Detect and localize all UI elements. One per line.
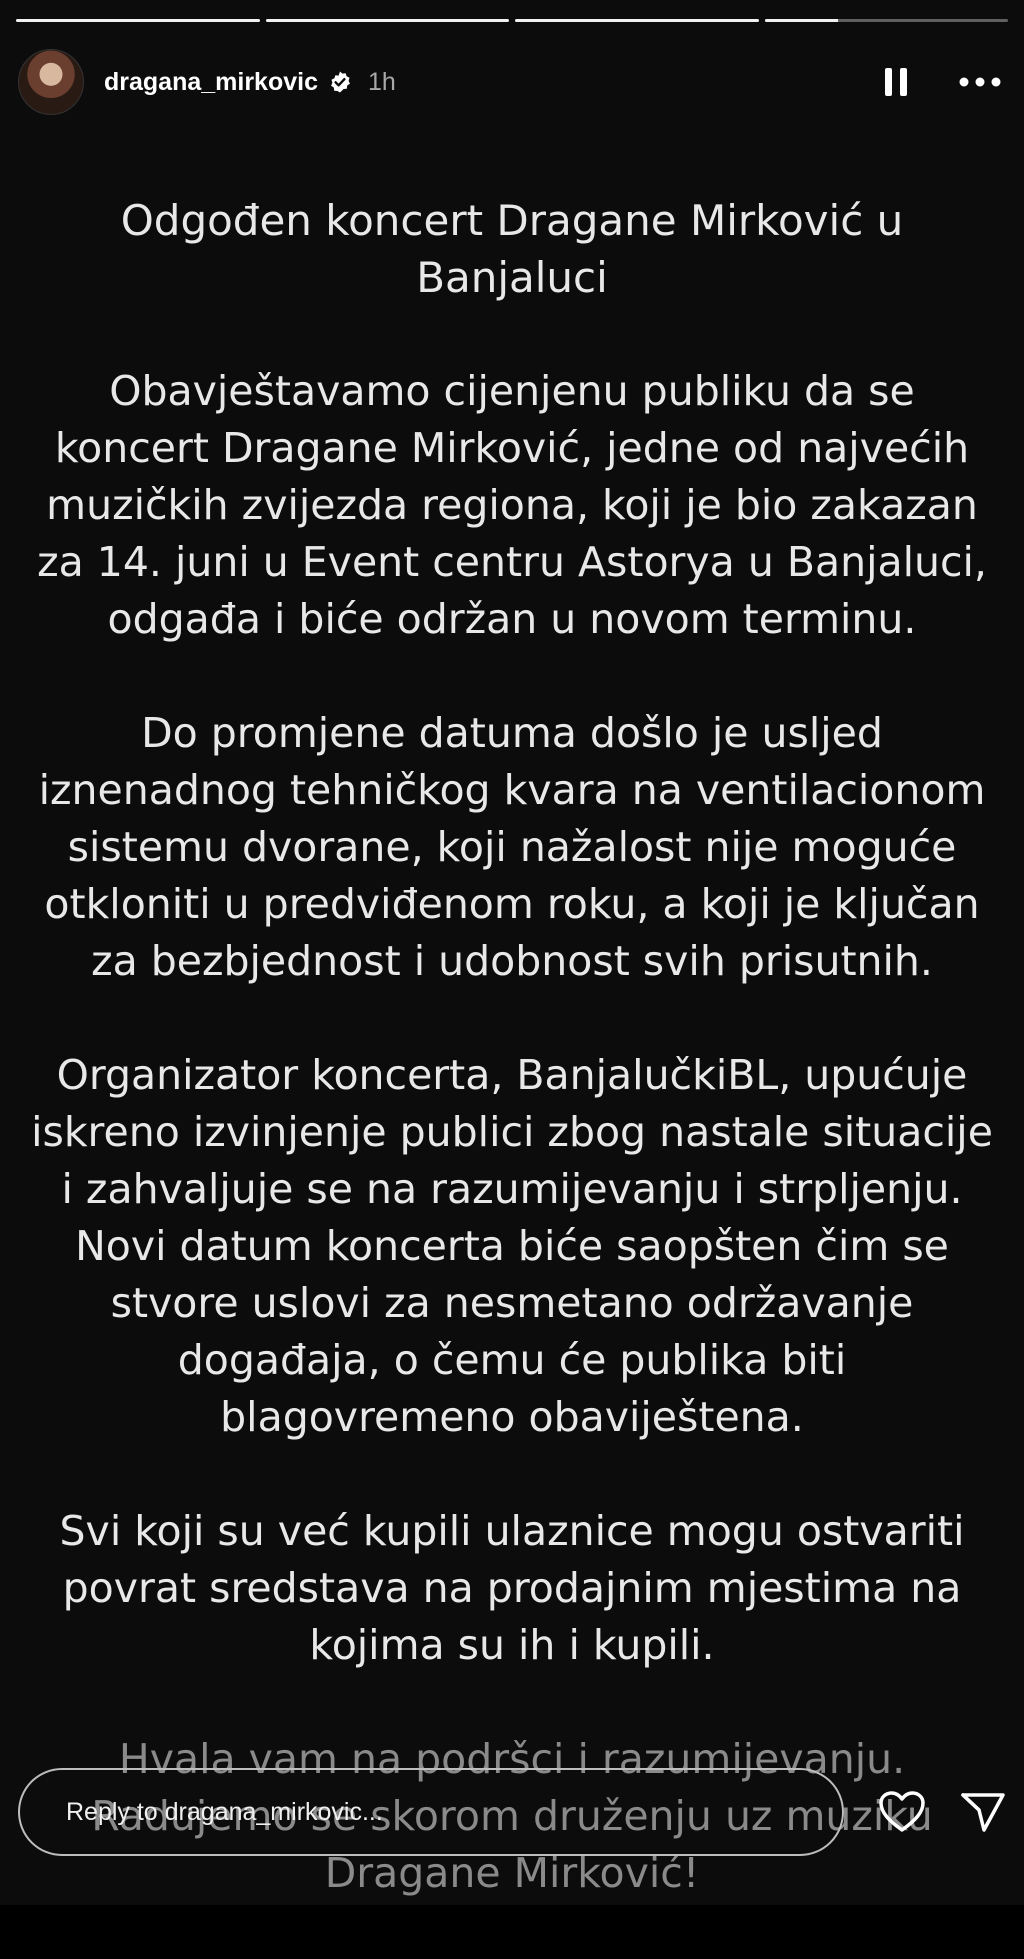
heart-icon <box>878 1790 926 1834</box>
like-button[interactable] <box>876 1788 928 1836</box>
progress-segment <box>16 19 260 22</box>
progress-segment <box>765 19 1009 22</box>
more-options-icon <box>958 76 1002 88</box>
send-button[interactable] <box>958 1788 1008 1836</box>
story-paragraph: Svi koji su već kupili ulaznice mogu ostvariti povrat sredstava na prodajnim mjestima na kojima su ih i kupili. <box>59 1507 965 1669</box>
pause-button[interactable] <box>878 64 914 100</box>
story-progress-bar <box>16 19 1008 22</box>
send-icon <box>960 1790 1006 1834</box>
story-paragraph: Do promjene datuma došlo je usljed iznenadnog tehničkog kvara na ventilacionom sistemu dvorane, koji nažalost nije moguće otkloniti u predviđenom roku, a koji je ključan za bezbjednost i udobnost svih prisutnih. <box>38 709 986 985</box>
progress-segment <box>515 19 759 22</box>
pause-icon <box>883 66 909 98</box>
avatar[interactable] <box>18 49 84 115</box>
progress-segment <box>266 19 510 22</box>
story-header <box>18 48 1006 116</box>
reply-bar[interactable] <box>18 1768 844 1856</box>
reply-input[interactable] <box>64 1797 668 1828</box>
story-text <box>26 192 998 1959</box>
story-paragraph: Obavještavamo cijenjenu publiku da se koncert Dragane Mirković, jedne od najvećih muzičkih zvijezda regiona, koji je bio zakazan za 14. juni u Event centru Astorya u Banjaluci, odgađa i biće održan u novom terminu. <box>37 367 987 643</box>
verified-badge-icon <box>328 70 352 94</box>
post-time: 1h <box>368 67 396 96</box>
more-options-button[interactable] <box>958 64 1002 100</box>
story-paragraph: Organizator koncerta, BanjalučkiBL, upućuje iskreno izvinjenje publici zbog nastale situacije i zahvaljuje se na razumijevanju i strpljenju. Novi datum koncerta biće saopšten čim se stvore uslovi za nesmetano održavanje događaja, o čemu će publika biti blagovremeno obaviještena. <box>31 1051 993 1441</box>
username[interactable]: dragana_mirkovic <box>104 67 318 96</box>
story-paragraph: Hvala vam na podršci i razumijevanju. Radujemo se skorom druženju uz muziku Dragane Mirković! <box>91 1735 933 1897</box>
story-title: Odgođen koncert Dragane Mirković u Banjaluci <box>120 196 904 302</box>
